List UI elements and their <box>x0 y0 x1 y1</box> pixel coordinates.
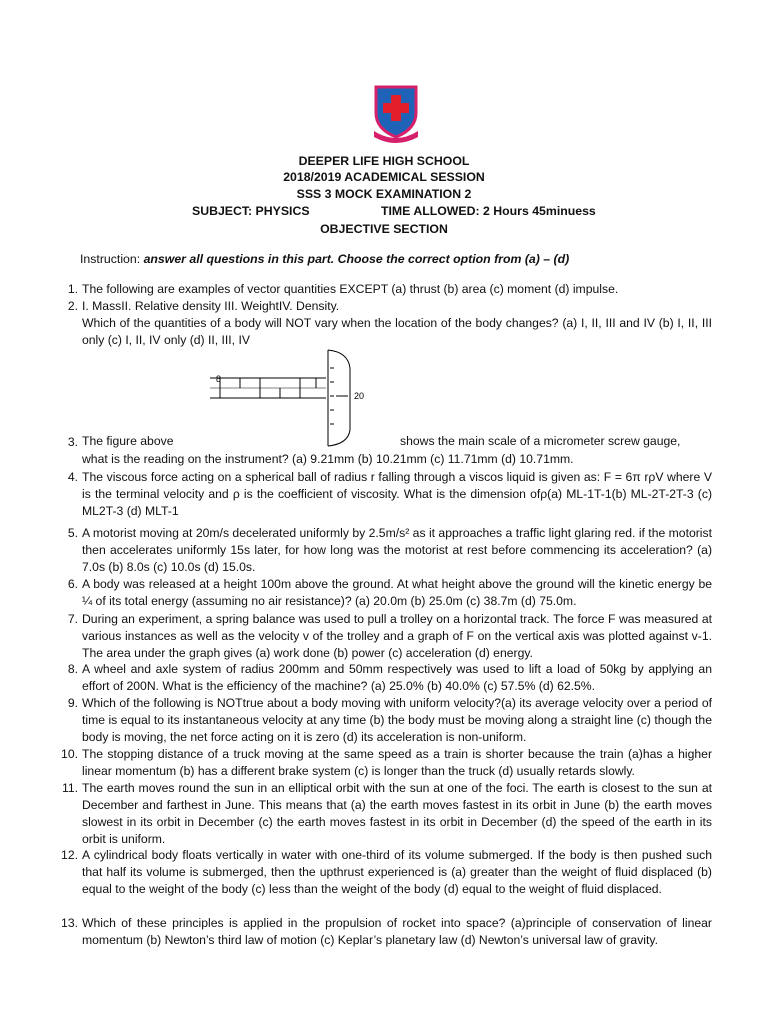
question-9 <box>48 695 712 746</box>
question-text: Which of these principles is applied in the propulsion of rocket into space? (a)principle of conservation of linear momentum (b) Newton’s third law of motion (c) Keplar’s planetary law (d) Newton’s universal law of gravity. <box>82 916 712 947</box>
question-text: Which of the quantities of a body will NOT vary when the location of the body changes? (a) I, II, III and IV (b) I, II, III only (c) I, II, IV only (d) II, III, IV <box>82 316 712 347</box>
question-number: 3. <box>67 435 78 449</box>
question-12 <box>48 847 712 898</box>
question-4 <box>48 469 712 520</box>
question-number: 8. <box>67 662 78 676</box>
exam-title: SSS 3 MOCK EXAMINATION 2 <box>296 187 472 201</box>
question-13 <box>48 915 712 949</box>
section-title: OBJECTIVE SECTION <box>320 222 448 236</box>
question-number: 11. <box>61 781 78 795</box>
subject: SUBJECT: PHYSICS <box>192 204 310 218</box>
question-7 <box>48 611 712 662</box>
question-number: 10. <box>61 747 78 761</box>
question-number: 5. <box>67 526 78 540</box>
question-text: A body was released at a height 100m above the ground. At what height above the ground will the kinetic energy be ¼ of its total energy (assuming no air resistance)? (a) 20.0m (b) 25.0m (c) 38.7m (d) 75.0m. <box>82 577 712 608</box>
question-number: 7. <box>67 612 78 626</box>
instruction <box>80 252 569 266</box>
question-number: 9. <box>67 696 78 710</box>
question-text: The earth moves round the sun in an elliptical orbit with the sun at one of the foci. The earth is closest to the sun at December and farthest in June. This means that (a) the earth moves fastest in its orbit in June (b) the earth moves slowest in its orbit in December (c) the earth moves fastest in its orbit in December (d) the speed of the earth in its orbit is uniform. <box>82 781 712 846</box>
question-text: A wheel and axle system of radius 200mm and 50mm respectively was used to lift a load of 50kg by applying an effort of 200N. What is the efficiency of the machine? (a) 25.0% (b) 40.0% (c) 57.5% (d) 62.5%. <box>82 662 712 693</box>
question-text: what is the reading on the instrument? (a) 9.21mm (b) 10.21mm (c) 11.71mm (d) 10.71mm. <box>82 452 574 466</box>
question-2-stem <box>48 315 712 349</box>
question-text: A motorist moving at 20m/s decelerated uniformly by 2.5m/s² as it approaches a traffic light glaring red. if the motorist then accelerates uniformly 15s later, for how long was the motorist at rest before commencing its acceleration? (a) 7.0s (b) 8.0s (c) 10.0s (d) 15.0s. <box>82 526 712 574</box>
main-scale-label: 8 <box>216 374 222 384</box>
question-text: Which of the following is NOTtrue about a body moving with uniform velocity?(a) its average velocity over a period of time is equal to its instantaneous velocity at any time (b) the body must be moving along a straight line (c) though the body is moving, the net force acting on it is zero (d) its acceleration is non-uniform. <box>82 696 712 744</box>
instruction-label: Instruction: <box>80 252 144 266</box>
question-8 <box>48 661 712 695</box>
question-10 <box>48 746 712 780</box>
question-number: 2. <box>67 299 78 313</box>
question-number: 1. <box>67 282 78 296</box>
question-3-cont <box>48 451 712 468</box>
question-11 <box>48 780 712 848</box>
school-logo <box>364 83 428 149</box>
question-text: During an experiment, a spring balance was used to pull a trolley on a horizontal track. The force F was measured at various instances as well as the velocity v of the trolley and a graph of F on the vertical axis was plotted against v-1. The area under the graph gives (a) work done (b) power (c) acceleration (d) energy. <box>82 612 712 660</box>
instruction-text: answer all questions in this part. Choose the correct option from (a) – (d) <box>143 252 570 266</box>
session: 2018/2019 ACADEMICAL SESSION <box>283 170 485 184</box>
school-name: DEEPER LIFE HIGH SCHOOL <box>298 154 470 168</box>
question-text: The stopping distance of a truck moving at the same speed as a train is shorter because the train (a)has a higher linear momentum (b) has a different brake system (c) is longer than the truck (d) usually retards slowly. <box>82 747 712 778</box>
question-1 <box>48 281 712 298</box>
question-3-text-b: shows the main scale of a micrometer screw gauge, <box>400 434 681 448</box>
question-number: 13. <box>61 916 78 930</box>
question-text: I. MassII. Relative density III. WeightIV. Density. <box>82 299 340 313</box>
question-number: 12. <box>61 848 78 862</box>
thimble-label: 20 <box>354 391 365 401</box>
question-text: The viscous force acting on a spherical ball of radius r falling through a viscos liquid is given as: F = 6π rρV where V is the terminal velocity and ρ is the coefficient of viscosity. What is the dimension ofρ(a) ML-1T-1(b) ML-2T-2T-3 (c) ML2T-3 (d) MLT-1 <box>82 470 712 518</box>
question-text: A cylindrical body floats vertically in water with one-third of its volume submerged. If the body is then pushed such that half its volume is submerged, then the upthrust experienced is (a) greater than the weight of fluid displaced (b) equal to the weight of the body (c) less than the weight of the body (d) equal to the weight of fluid displaced. <box>82 848 712 896</box>
question-text: The following are examples of vector quantities EXCEPT (a) thrust (b) area (c) moment (d) impulse. <box>82 282 619 296</box>
question-6 <box>48 576 712 610</box>
micrometer-figure <box>206 348 386 448</box>
question-3-text-a: The figure above <box>82 434 174 448</box>
question-5 <box>48 525 712 576</box>
question-number: 4. <box>67 470 78 484</box>
question-number: 6. <box>67 577 78 591</box>
question-2 <box>48 298 712 315</box>
time-allowed: TIME ALLOWED: 2 Hours 45minuess <box>381 204 596 218</box>
